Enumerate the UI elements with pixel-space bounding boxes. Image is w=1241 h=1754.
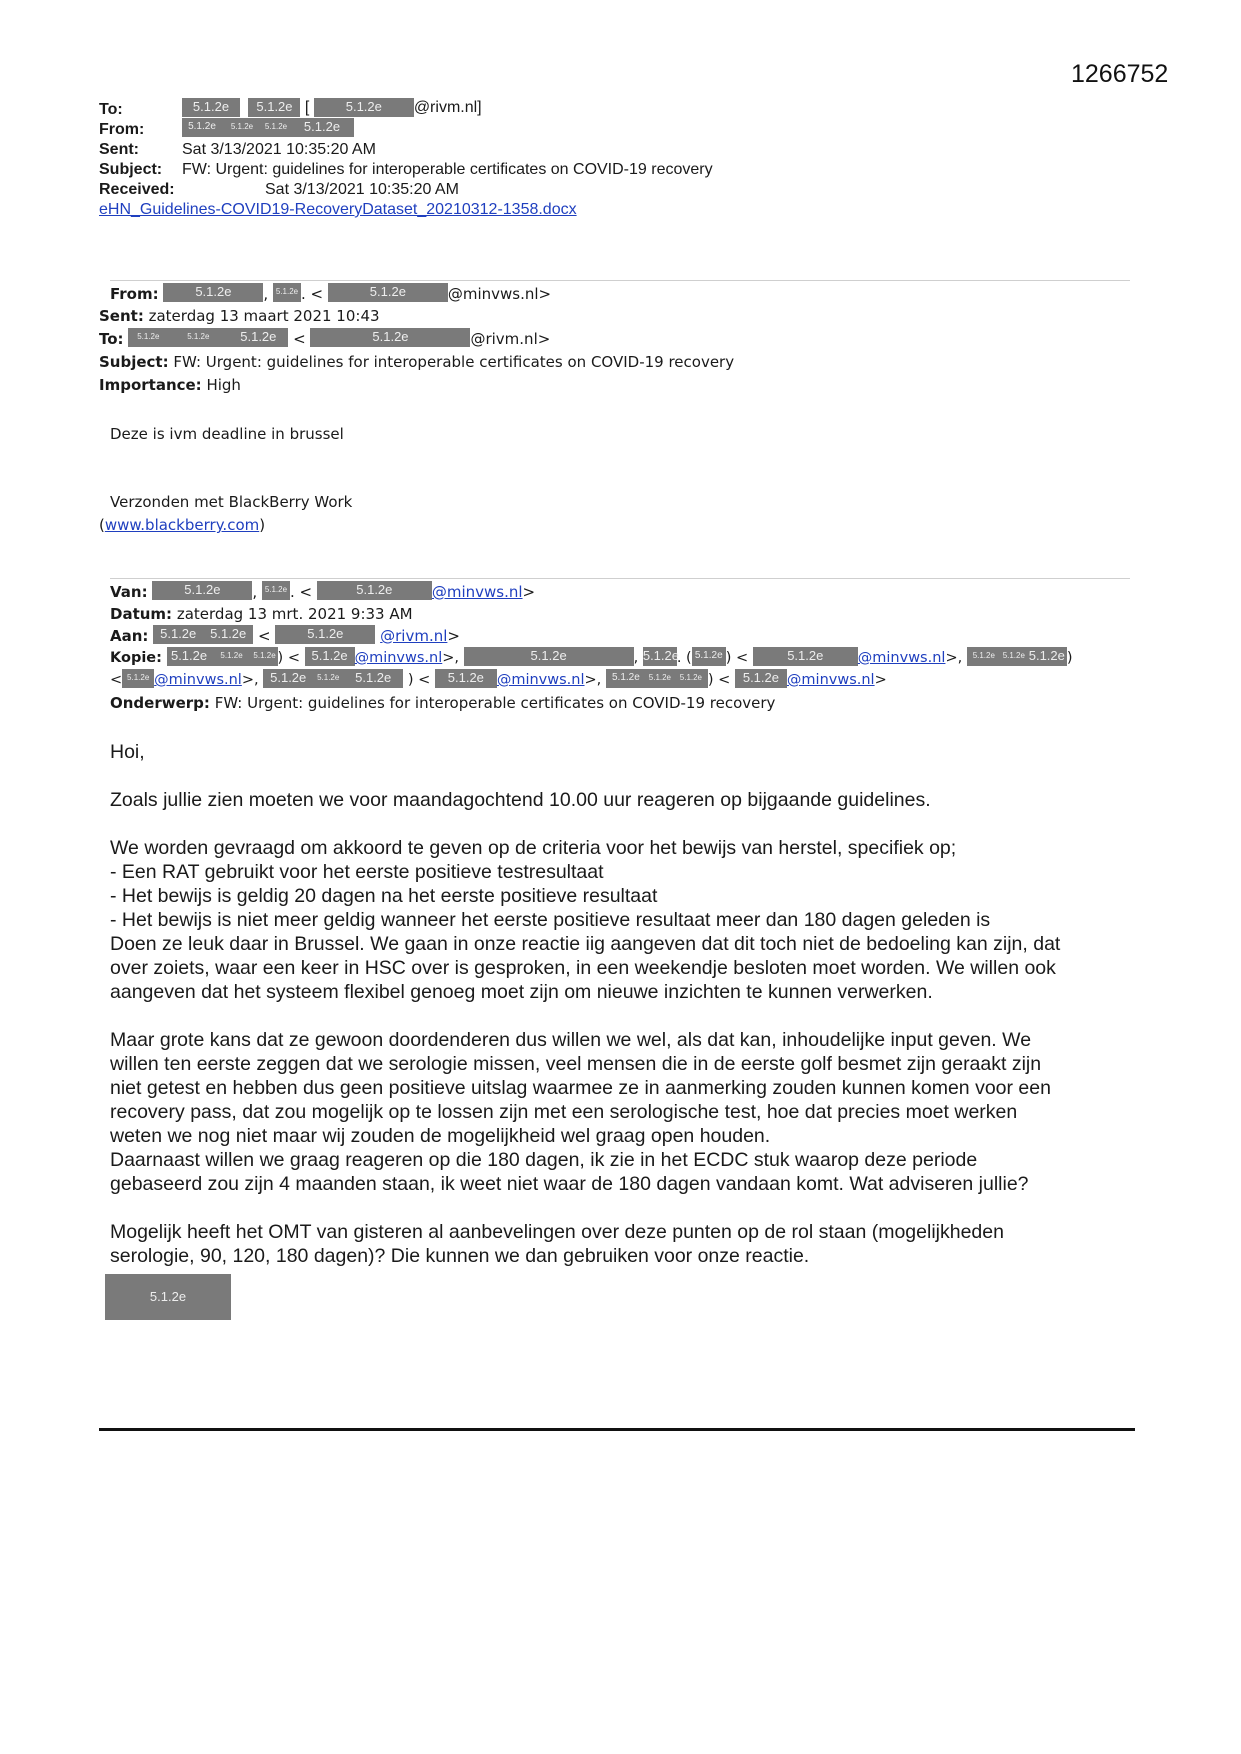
- onderwerp-value: FW: Urgent: guidelines for interoperable certificates on COVID-19 recovery: [214, 694, 776, 712]
- redaction-box: 5.1.2e: [313, 669, 343, 688]
- subject-value: FW: Urgent: guidelines for interoperable certificates on COVID-19 recovery: [182, 161, 713, 178]
- redaction-box: 5.1.2e: [182, 98, 240, 117]
- redaction-box: 5.1.2e: [275, 625, 375, 644]
- paragraph-line: Maar grote kans dat ze gewoon doordenderen dus willen we wel, als dat kan, inhoudelijke input geven. We: [110, 1029, 1032, 1051]
- redaction-box: 5.1.2e: [317, 581, 432, 600]
- redaction-box: 5.1.2e: [182, 118, 222, 137]
- received-value: Sat 3/13/2021 10:35:20 AM: [265, 181, 459, 198]
- kopie-label: Kopie:: [110, 650, 162, 666]
- datum-label: Datum:: [110, 605, 173, 623]
- redaction-box: 5.1.2e: [262, 118, 290, 137]
- redaction-box: 5.1.2e: [263, 669, 313, 688]
- redaction-box: 5.1.2e: [290, 118, 354, 137]
- subject-label: Subject:: [99, 353, 169, 371]
- redaction-box: 5.1.2e: [1001, 647, 1027, 666]
- redaction-box: 5.1.2e: [735, 669, 787, 688]
- van-domain[interactable]: @minvws.nl: [431, 583, 523, 601]
- redaction-box: 5.1.2e: [310, 328, 470, 347]
- importance-label: Importance:: [99, 376, 202, 394]
- paragraph-line: gebaseerd zou zijn 4 maanden staan, ik weet niet waar de 180 dagen vandaan komt. Wat adviseren jullie?: [110, 1173, 1029, 1195]
- redaction-box: 5.1.2e: [967, 647, 1001, 666]
- from-label: From:: [110, 285, 159, 303]
- paragraph-line: recovery pass, dat zou mogelijk op te lossen zijn met een serologische test, hoe dat precies moet werken: [110, 1101, 1018, 1123]
- redaction-box: 5.1.2e: [252, 647, 278, 666]
- aan-label: Aan:: [110, 627, 149, 645]
- to-label: To:: [99, 330, 124, 348]
- sent-value: zaterdag 13 maart 2021 10:43: [148, 307, 380, 325]
- datum-value: zaterdag 13 mrt. 2021 9:33 AM: [176, 605, 413, 623]
- paragraph-line: Doen ze leuk daar in Brussel. We gaan in onze reactie iig aangeven dat dit toch niet de bedoeling kan zijn, dat: [110, 933, 1061, 955]
- paragraph-line: - Het bewijs is niet meer geldig wanneer het eerste positieve resultaat meer dan 180 dagen geleden is: [110, 909, 991, 931]
- cc-domain[interactable]: @minvws.nl: [786, 672, 875, 688]
- to-domain: @rivm.nl>: [470, 330, 551, 348]
- paragraph-line: weten we nog niet maar wij zouden de mogelijkheid wel graag open houden.: [110, 1125, 771, 1147]
- aan-domain[interactable]: @rivm.nl: [380, 627, 448, 645]
- redaction-box: 5.1.2e: [674, 669, 708, 688]
- sent-label: Sent:: [99, 141, 139, 158]
- paragraph-line: willen ten eerste zeggen dat we serologie missen, veel mensen die in de eerste golf besmet zijn geraakt zijn: [110, 1053, 1042, 1075]
- redaction-box: 5.1.2e: [163, 283, 263, 302]
- message-paragraph-3: [110, 1028, 1051, 1196]
- bottom-rule: [99, 1428, 1135, 1431]
- cc-domain[interactable]: @minvws.nl: [496, 672, 585, 688]
- message-paragraph-4: [110, 1220, 1004, 1268]
- redaction-box: 5.1.2e: [152, 581, 252, 600]
- message-paragraph-1: Zoals jullie zien moeten we voor maandagochtend 10.00 uur reageren op bijgaande guidelines.: [110, 789, 931, 811]
- signature-link-wrap: (www.blackberry.com): [99, 516, 266, 534]
- to-recipient: 5.1.2e 5.1.2e [ 5.1.2e @rivm.nl]: [182, 98, 482, 118]
- redaction-box: 5.1.2e: [328, 283, 448, 302]
- paragraph-line: Mogelijk heeft het OMT van gisteren al aanbevelingen over deze punten op de rol staan (mogelijkheden: [110, 1221, 1004, 1243]
- paragraph-line: niet getest en hebben dus geen positieve uitslag waarmee ze in aanmerking zouden kunnen komen voor een: [110, 1077, 1051, 1099]
- from-domain: @minvws.nl>: [447, 285, 552, 303]
- redaction-box: 5.1.2e: [203, 625, 253, 644]
- redaction-box: 5.1.2e: [692, 647, 726, 666]
- redaction-box: 5.1.2e: [643, 647, 677, 666]
- message-paragraph-2: [110, 836, 1060, 1004]
- redaction-box: 5.1.2e: [343, 669, 403, 688]
- redaction-box: 5.1.2e: [262, 581, 290, 600]
- redaction-box: 5.1.2e: [167, 647, 212, 666]
- redaction-box: 5.1.2e: [435, 669, 497, 688]
- sent-value: Sat 3/13/2021 10:35:20 AM: [182, 141, 376, 158]
- redaction-box: 5.1.2e: [122, 669, 154, 688]
- to-domain: @rivm.nl]: [413, 99, 482, 116]
- redaction-box: 5.1.2e: [273, 283, 301, 302]
- redaction-box: 5.1.2e: [606, 669, 646, 688]
- cc-domain[interactable]: @minvws.nl: [354, 650, 443, 666]
- attachment-link[interactable]: eHN_Guidelines-COVID19-RecoveryDataset_20210312-1358.docx: [99, 201, 577, 218]
- blackberry-link[interactable]: www.blackberry.com: [104, 516, 260, 534]
- redaction-box: 5.1.2e: [128, 328, 168, 347]
- importance-value: High: [206, 376, 241, 394]
- redaction-box: 5.1.2e: [305, 647, 355, 666]
- redaction-box: 5.1.2e: [153, 625, 203, 644]
- redaction-box: 5.1.2e: [753, 647, 858, 666]
- cc-domain[interactable]: @minvws.nl: [857, 650, 946, 666]
- redacted-signature: 5.1.2e: [105, 1274, 231, 1320]
- paragraph-line: Daarnaast willen we graag reageren op die 180 dagen, ik zie in het ECDC stuk waarop deze periode: [110, 1149, 978, 1171]
- signature-line: Verzonden met BlackBerry Work: [110, 493, 353, 511]
- redaction-box: 5.1.2e: [228, 328, 288, 347]
- paragraph-line: over zoiets, waar een keer in HSC over is gesproken, in een weekendje besloten moet worden. We willen ook: [110, 957, 1056, 979]
- paragraph-line: - Een RAT gebruikt voor het eerste positieve testresultaat: [110, 861, 604, 883]
- kopie-line-2: < 5.1.2e @minvws.nl>, 5.1.2e 5.1.2e 5.1.2e ) < 5.1.2e @minvws.nl>, 5.1.2e 5.1.2e 5.1.2e ) < 5.1.2e @minvws.nl>: [110, 670, 887, 688]
- message-greeting: Hoi,: [110, 741, 145, 763]
- email2-body: Deze is ivm deadline in brussel: [110, 425, 344, 443]
- paragraph-line: aangeven dat het systeem flexibel genoeg moet zijn om nieuwe inzichten te kunnen verwerken.: [110, 981, 933, 1003]
- from-sender: [182, 118, 354, 138]
- divider: [110, 578, 1130, 579]
- redaction-box: 5.1.2e: [168, 328, 228, 347]
- redaction-box: 5.1.2e: [248, 98, 300, 117]
- sent-label: Sent:: [99, 307, 144, 325]
- to-label: To:: [99, 101, 123, 118]
- paragraph-line: We worden gevraagd om akkoord te geven op de criteria voor het bewijs van herstel, specifiek op;: [110, 837, 957, 859]
- onderwerp-label: Onderwerp:: [110, 694, 210, 712]
- redaction-box: 5.1.2e: [314, 98, 414, 117]
- redaction-box: 5.1.2e: [646, 669, 674, 688]
- redaction-box: 5.1.2e: [1027, 647, 1067, 666]
- from-label: From:: [99, 121, 145, 138]
- redaction-box: 5.1.2e: [222, 118, 262, 137]
- redaction-box: 5.1.2e: [464, 647, 634, 666]
- document-number: 1266752: [1071, 60, 1169, 88]
- cc-domain[interactable]: @minvws.nl: [154, 672, 242, 688]
- redaction-box: 5.1.2e: [212, 647, 252, 666]
- van-label: Van:: [110, 583, 148, 601]
- subject-label: Subject:: [99, 161, 163, 178]
- kopie-line-1: Kopie: 5.1.2e 5.1.2e 5.1.2e ) < 5.1.2e @minvws.nl>, 5.1.2e , 5.1.2e. ( 5.1.2e ) < 5.1.2e @minvws.nl>, 5.1.2e 5.1.2e 5.1.2e ): [110, 648, 1073, 666]
- subject-value: FW: Urgent: guidelines for interoperable certificates on COVID-19 recovery: [173, 353, 735, 371]
- paragraph-line: serologie, 90, 120, 180 dagen)? Die kunnen we dan gebruiken voor onze reactie.: [110, 1245, 810, 1267]
- paragraph-line: - Het bewijs is geldig 20 dagen na het eerste positieve resultaat: [110, 885, 658, 907]
- received-label: Received:: [99, 181, 175, 198]
- divider: [110, 280, 1130, 281]
